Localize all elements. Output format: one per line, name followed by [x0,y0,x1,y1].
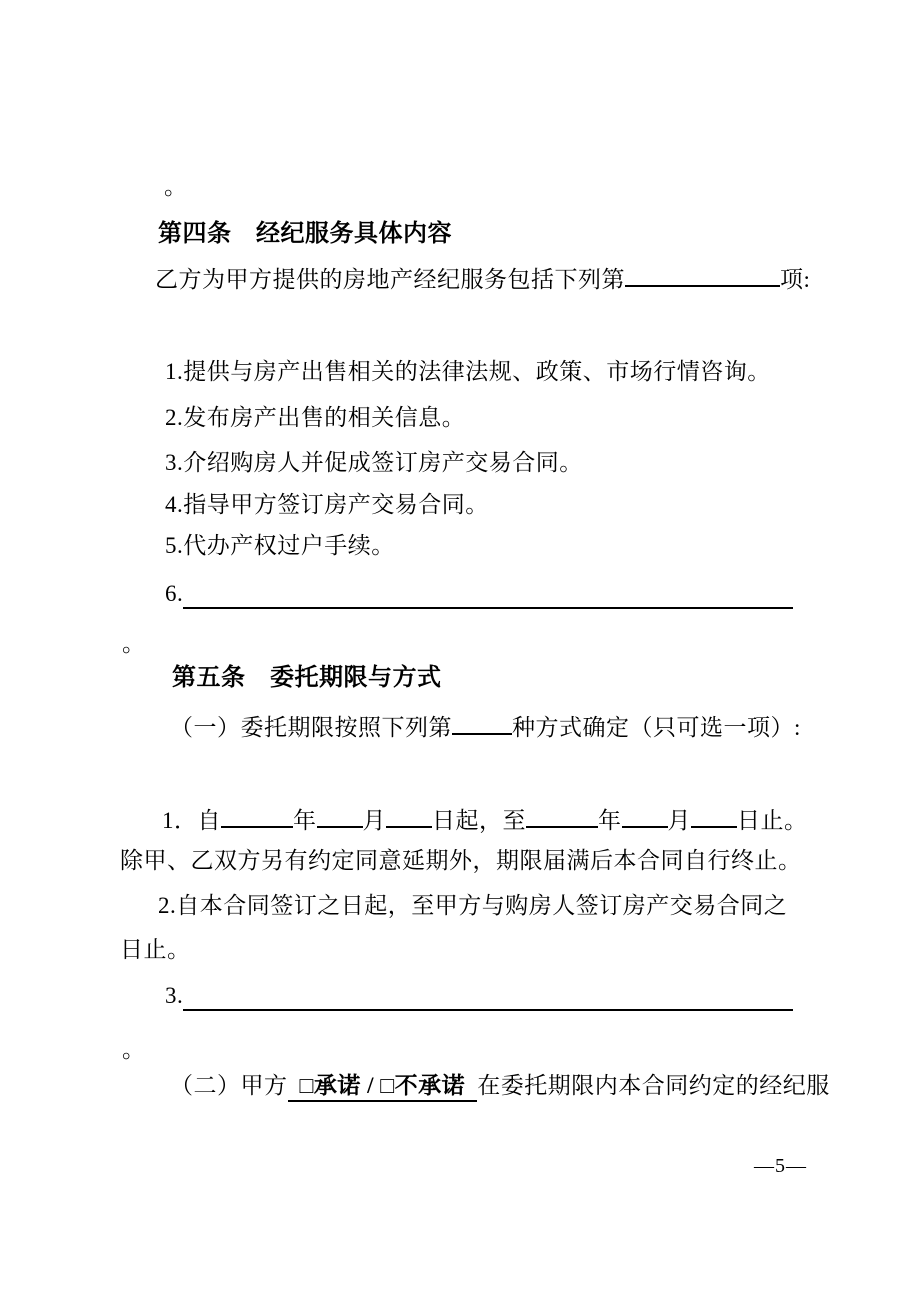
service-item-4: 4.指导甲方签订房产交易合同。 [165,492,489,517]
term-option-2-continuation: 日止。 [120,937,191,962]
service-item-5: 5.代办产权过户手续。 [165,533,395,558]
option1-seg4: 日起，至 [432,808,526,833]
article5-clause1 [170,710,801,743]
option1-seg3: 月 [362,808,386,833]
clause1-pre: （一）委托期限按照下列第 [170,715,452,740]
end-day-blank [691,803,737,828]
clause2-post: 在委托期限内本合同约定的经纪服 [477,1073,830,1098]
term-option-3 [165,981,793,1011]
service-item-2: 2.发布房产出售的相关信息。 [165,405,466,430]
term-option-1-continuation: 除甲、乙双方另有约定同意延期外，期限届满后本合同自行终止。 [120,848,802,873]
article4-intro-pre: 乙方为甲方提供的房地产经纪服务包括下列第 [155,267,625,292]
term-option-1 [162,803,808,836]
page-number: —5— [754,1155,807,1177]
option1-seg2: 年 [293,808,317,833]
option1-seg5: 年 [598,808,622,833]
end-year-blank [526,803,598,828]
service-item-6-blank [183,581,793,609]
article5-clause2 [170,1071,830,1101]
service-item-3: 3.介绍购房人并促成签订房产交易合同。 [165,450,583,475]
term-option-2: 2.自本合同签订之日起，至甲方与购房人签订房产交易合同之 [158,893,788,918]
service-items-blank [625,262,780,287]
service-item-6 [165,579,793,609]
end-month-blank [622,803,668,828]
service-item-1: 1.提供与房产出售相关的法律法规、政策、市场行情咨询。 [165,359,771,384]
article5-trailing-period: 。 [122,1037,146,1062]
article4-intro-post: 项: [780,267,811,292]
article5-heading: 第五条 委托期限与方式 [172,665,442,691]
article4-heading: 第四条 经纪服务具体内容 [158,221,452,247]
service-item-6-label: 6. [165,581,184,606]
article4-intro [155,262,810,295]
option1-seg7: 日止。 [737,808,808,833]
option1-seg1: 1．自 [162,808,221,833]
start-day-blank [386,803,432,828]
option1-seg6: 月 [667,808,691,833]
leading-period: 。 [164,174,188,199]
clause1-post: 种方式确定（只可选一项）: [512,715,801,740]
term-method-blank [452,710,512,735]
term-option-3-label: 3. [165,983,184,1008]
promise-choice: □承诺 / □不承诺 [288,1073,478,1102]
term-option-3-blank [183,983,793,1011]
start-year-blank [221,803,293,828]
clause2-pre: （二）甲方 [170,1073,288,1098]
article4-trailing-period: 。 [122,631,146,656]
start-month-blank [317,803,363,828]
